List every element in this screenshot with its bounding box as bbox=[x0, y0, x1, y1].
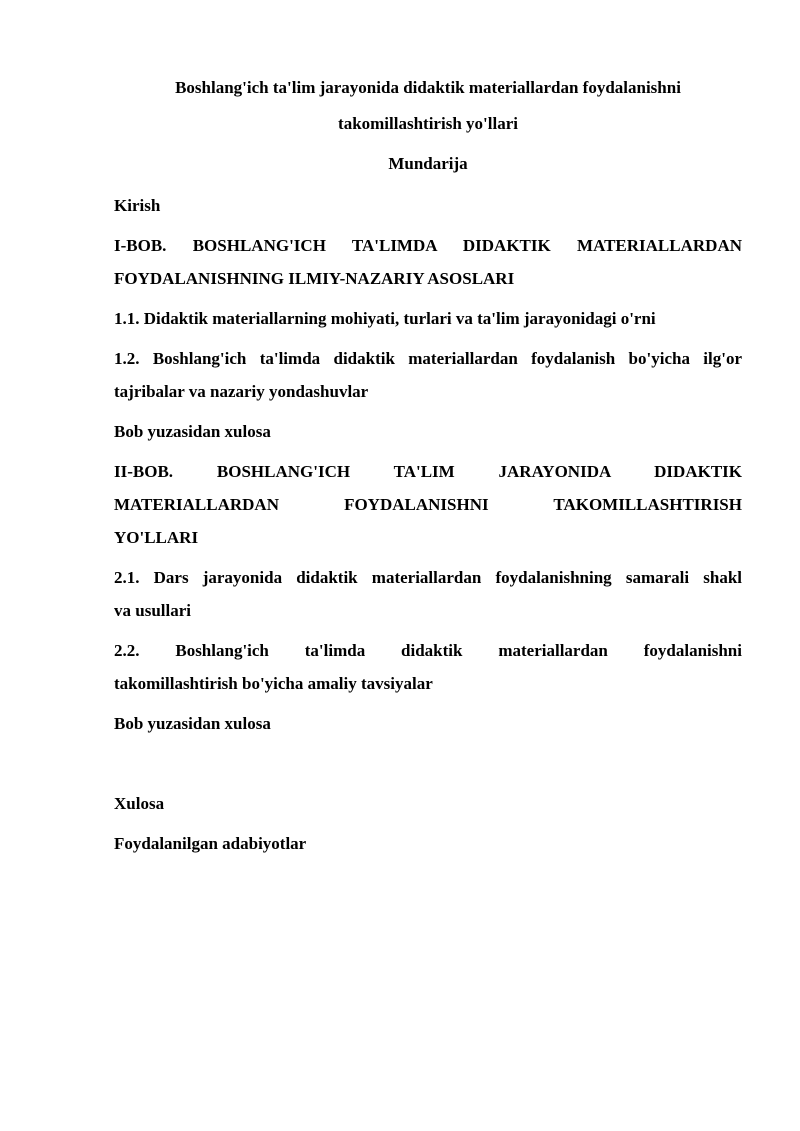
blank-line bbox=[114, 740, 742, 780]
toc-entry-section-1-2-line2: tajribalar va nazariy yondashuvlar bbox=[114, 382, 369, 401]
toc-entry-chapter-1-line2: FOYDALANISHNING ILMIY-NAZARIY ASOSLARI bbox=[114, 269, 515, 288]
toc-entry-section-2-1 bbox=[114, 561, 742, 627]
toc-entry-xulosa: Xulosa bbox=[114, 794, 165, 813]
toc-entry-chapter-1-conclusion: Bob yuzasidan xulosa bbox=[114, 422, 271, 441]
document-title: Boshlang'ich ta'lim jarayonida didaktik materiallardan foydalanishni takomillashtirish yo'llari bbox=[175, 78, 681, 133]
toc-entry-section-1-1: 1.1. Didaktik materiallarning mohiyati, turlari va ta'lim jarayonidagi o'rni bbox=[114, 309, 656, 328]
toc-entry-chapter-2-conclusion: Bob yuzasidan xulosa bbox=[114, 714, 271, 733]
toc-entry-references: Foydalanilgan adabiyotlar bbox=[114, 834, 307, 853]
toc-entry-section-2-2-line1: 2.2. Boshlang'ich ta'limda didaktik materiallardan foydalanishni bbox=[114, 641, 742, 660]
toc-entry-chapter-2-line3: YO'LLARI bbox=[114, 528, 199, 547]
toc-entry-chapter-2 bbox=[114, 455, 742, 554]
toc-entry-chapter-1-line1: I-BOB. BOSHLANG'ICH TA'LIMDA DIDAKTIK MATERIALLARDAN bbox=[114, 236, 742, 255]
toc-entry-section-2-1-line2: va usullari bbox=[114, 601, 191, 620]
toc-entry-section-1-2-line1: 1.2. Boshlang'ich ta'limda didaktik materiallardan foydalanish bo'yicha ilg'or bbox=[114, 349, 742, 368]
toc-entry-section-1-2 bbox=[114, 342, 742, 408]
toc-entry-section-2-2-line2: takomillashtirish bo'yicha amaliy tavsiyalar bbox=[114, 674, 433, 693]
toc-entry-chapter-1 bbox=[114, 229, 742, 295]
toc-entry-section-2-2 bbox=[114, 634, 742, 700]
document-page bbox=[114, 70, 742, 860]
toc-entry-section-2-1-line1: 2.1. Dars jarayonida didaktik materiallardan foydalanishning samarali shakl bbox=[114, 568, 742, 587]
toc-entry-chapter-2-line1: II-BOB. BOSHLANG'ICH TA'LIM JARAYONIDA DIDAKTIK bbox=[114, 462, 742, 481]
toc-heading: Mundarija bbox=[388, 154, 468, 173]
toc-entry-kirish: Kirish bbox=[114, 196, 161, 215]
toc-entry-chapter-2-line2: MATERIALLARDAN FOYDALANISHNI TAKOMILLASHTIRISH bbox=[114, 495, 742, 514]
